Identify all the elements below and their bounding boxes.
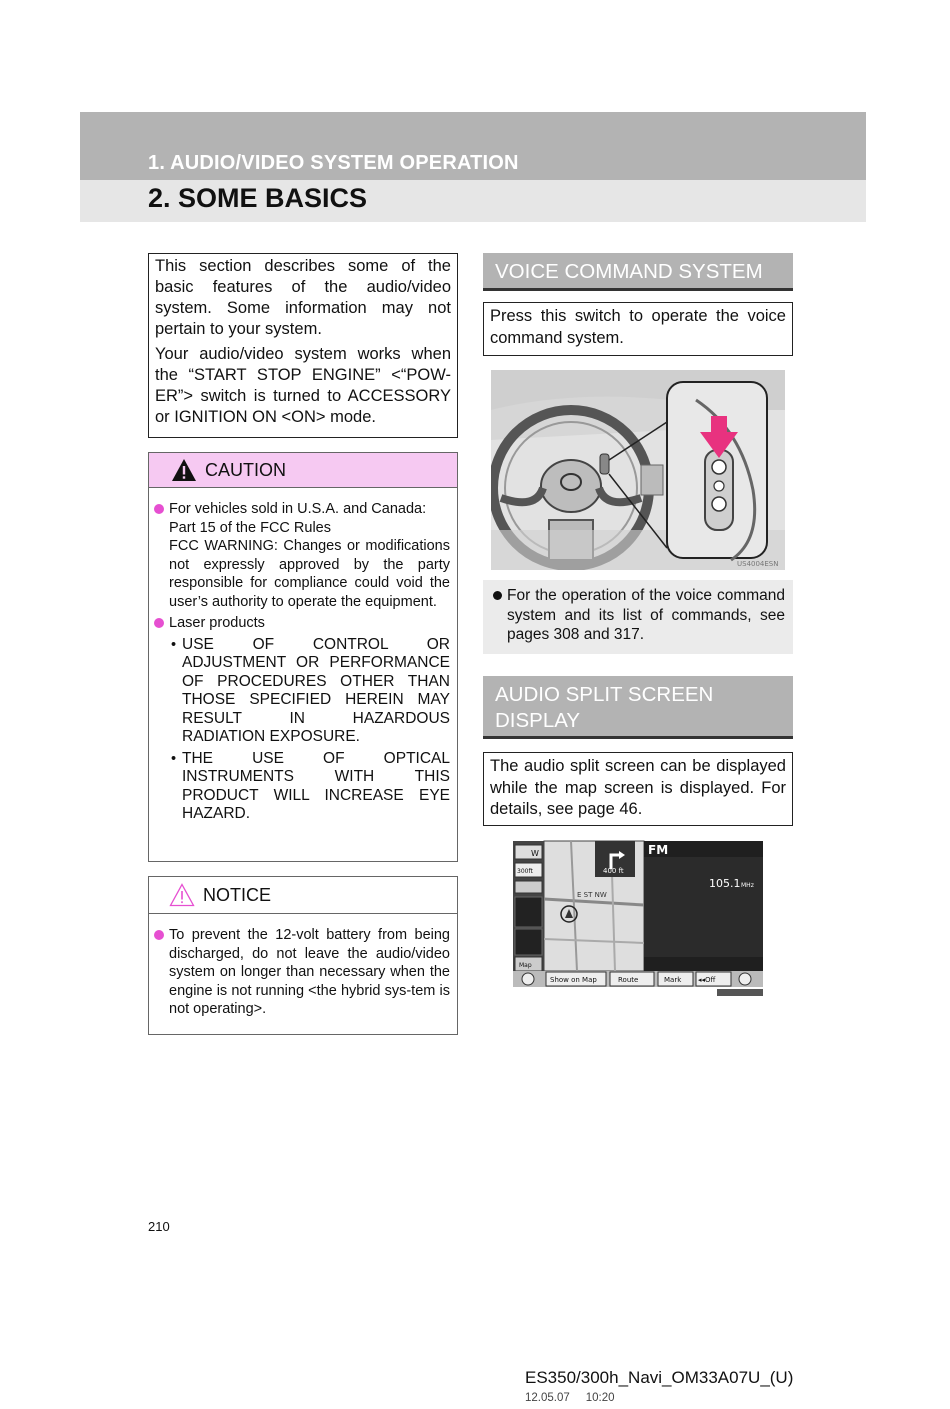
caution-item-laser xyxy=(154,614,450,633)
voice-command-box: Press this switch to operate the voice command system. xyxy=(483,302,793,356)
caution-body xyxy=(149,488,457,824)
audio-frequency: 105.1 xyxy=(709,877,741,890)
caution-item-fcc xyxy=(154,500,450,611)
caution-fcc-line2: FCC WARNING: Changes or modifications not expressly approved by the party responsible for compliance could void the user’s authority to operate the equipment. xyxy=(169,538,450,610)
caution-title: CAUTION xyxy=(205,459,286,480)
caution-laser-label: Laser products xyxy=(169,615,265,631)
notice-triangle-icon xyxy=(169,883,195,907)
bullet-icon xyxy=(493,591,502,600)
notice-item xyxy=(154,926,450,1019)
steering-wheel-illustration xyxy=(491,370,785,570)
notice-box xyxy=(148,876,458,1035)
sub-bullet-marker: • xyxy=(171,750,177,767)
turn-distance: 400 ft xyxy=(603,867,624,875)
street-label: E ST NW xyxy=(577,891,607,899)
route-button: Route xyxy=(618,976,639,984)
warning-triangle-icon xyxy=(171,458,197,482)
page-number: 210 xyxy=(148,1219,170,1234)
image-code: US4004ESN xyxy=(737,560,779,568)
intro-box xyxy=(148,253,458,438)
split-screen-illustration xyxy=(511,839,765,997)
off-button: ◂◂Off xyxy=(698,976,716,984)
caution-header xyxy=(149,453,457,488)
notice-body xyxy=(149,914,457,1019)
audio-band: FM xyxy=(648,843,669,857)
bullet-icon xyxy=(154,930,164,940)
notice-title: NOTICE xyxy=(203,884,272,905)
mark-button: Mark xyxy=(664,976,682,984)
audio-split-box: The audio split screen can be displayed while the map screen is displayed. For details, see page 46. xyxy=(483,752,793,826)
chapter-title: 1. AUDIO/VIDEO SYSTEM OPERATION xyxy=(148,152,519,174)
bullet-icon xyxy=(154,618,164,628)
print-stamp: 12.05.07 10:20 xyxy=(525,1392,615,1404)
intro-paragraph-2: Your audio/video system works when the “START STOP ENGINE” <“POW-ER”> switch is turned to ACCESSORY or IGNITION ON <ON> mode. xyxy=(155,345,451,426)
caution-laser-sub-1-text: USE OF CONTROL OR ADJUSTMENT OR PERFORMANCE OF PROCEDURES OTHER THAN THOSE SPECIFIED HEREIN MAY RESULT IN HAZARDOUS RADIATION EXPOSURE. xyxy=(182,635,450,745)
caution-fcc-line1: For vehicles sold in U.S.A. and Canada: Part 15 of the FCC Rules xyxy=(169,501,427,536)
bullet-icon xyxy=(154,504,164,514)
caution-laser-sub-2 xyxy=(171,750,450,824)
compass-label: W xyxy=(531,849,539,858)
notice-header xyxy=(149,877,457,914)
caution-laser-sub-1 xyxy=(171,636,450,747)
voice-command-heading: VOICE COMMAND SYSTEM xyxy=(483,253,793,291)
section-title: 2. SOME BASICS xyxy=(148,183,368,213)
map-button-label: Map xyxy=(519,962,532,969)
caution-box xyxy=(148,452,458,862)
document-id: ES350/300h_Navi_OM33A07U_(U) xyxy=(525,1368,794,1387)
voice-command-note xyxy=(483,580,793,654)
sub-bullet-marker: • xyxy=(171,636,177,653)
notice-item-text: To prevent the 12-volt battery from being discharged, do not leave the audio/video system on longer than necessary when the engine is not running <the hybrid sys-tem is not operating>. xyxy=(169,927,450,1017)
show-on-map-button: Show on Map xyxy=(550,976,597,984)
scale-label: 300ft xyxy=(517,868,533,875)
intro-paragraph-1: This section describes some of the basic features of the audio/video system. Some information may not pertain to your system. xyxy=(155,257,451,338)
caution-laser-sub-2-text: THE USE OF OPTICAL INSTRUMENTS WITH THIS PRODUCT WILL INCREASE EYE HAZARD. xyxy=(182,749,450,822)
audio-split-heading: AUDIO SPLIT SCREEN DISPLAY xyxy=(483,676,793,739)
audio-frequency-unit: MHz xyxy=(741,882,754,889)
voice-command-note-text: For the operation of the voice command system and its list of commands, see pages 308 and 317. xyxy=(507,587,785,643)
